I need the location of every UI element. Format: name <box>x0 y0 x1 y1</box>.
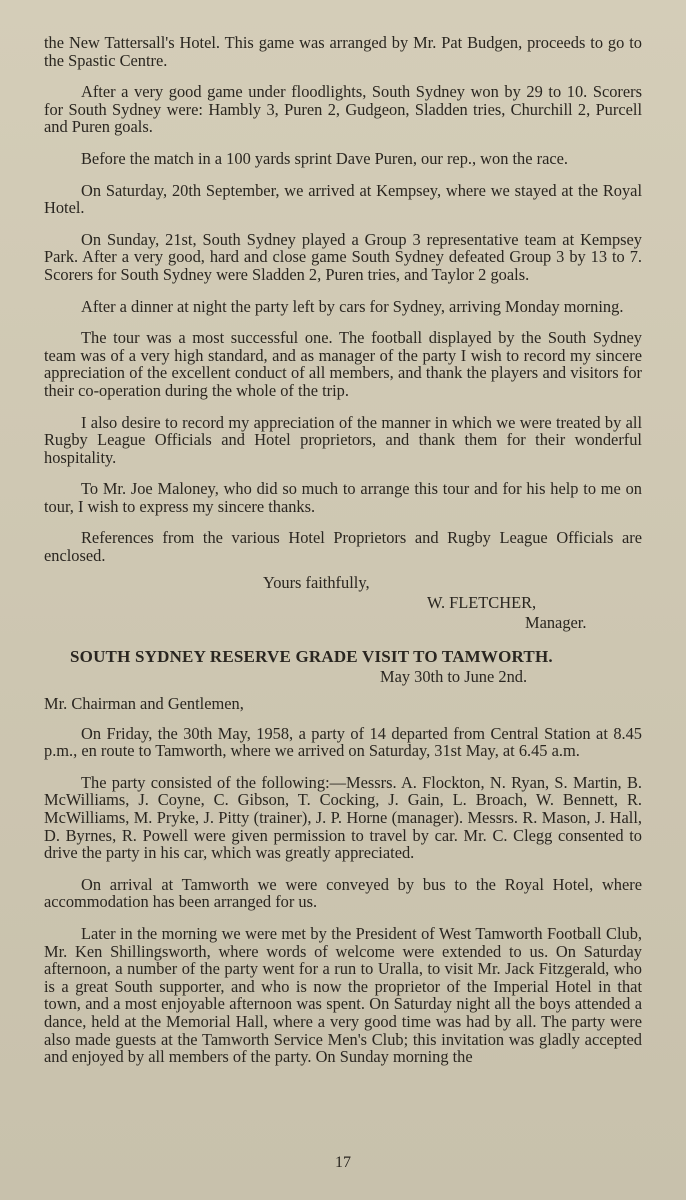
paragraph: I also desire to record my appreciation of the manner in which we were treated by all Rugby League Officials and Hotel proprietors, and thank them for their wonderful hospitality. <box>44 412 642 467</box>
paragraph: The tour was a most successful one. The football displayed by the South Sydney team was of a very high standard, and as manager of the party I wish to record my sincere appreciation of the excellent conduct of all members, and thank the players and visitors for their co-operation during the whole of the trip. <box>44 328 642 400</box>
paragraph: References from the various Hotel Proprietors and Rugby League Officials are enclosed. <box>44 528 642 566</box>
section-dates: May 30th to June 2nd. <box>380 666 528 686</box>
salutation: Mr. Chairman and Gentlemen, <box>44 693 244 713</box>
signatory-name: W. FLETCHER, <box>427 592 537 612</box>
page-number: 17 <box>335 1154 351 1171</box>
letter-signoff <box>44 573 642 633</box>
paragraph: The party consisted of the following:—Messrs. A. Flockton, N. Ryan, S. Martin, B. McWilliams, J. Coyne, C. Gibson, T. Cocking, J. Gain, L. Broach, W. Bennett, R. McWilliams, M. Pryke, J. Pitty (trainer), J. P. Horne (manager). Messrs. R. Mason, J. Hall, D. Byrnes, R. Powell were given permission to travel by car. Mr. C. Clegg consented to drive the party in his car, which was greatly appreciated. <box>44 772 642 863</box>
paragraph: On Friday, the 30th May, 1958, a party of 14 departed from Central Station at 8.45 p.m., en route to Tamworth, where we arrived on Saturday, 31st May, at 6.45 a.m. <box>44 723 642 761</box>
closing-line: Yours faithfully, <box>263 572 370 592</box>
section-heading: SOUTH SYDNEY RESERVE GRADE VISIT TO TAMWORTH. <box>70 646 553 666</box>
page-content <box>44 34 642 1066</box>
paragraph: To Mr. Joe Maloney, who did so much to arrange this tour and for his help to me on tour, I wish to express my sincere thanks. <box>44 479 642 516</box>
paragraph: Later in the morning we were met by the President of West Tamworth Football Club, Mr. Ken Shillingsworth, where words of welcome were extended to us. On Saturday afternoon, a number of the party went for a run to Uralla, to visit Mr. Jack Fitzgerald, who is a great South supporter, and who is now the proprietor of the Imperial Hotel in that town, and a most enjoyable afternoon was spent. On Saturday night all the boys attended a dance, held at the Memorial Hall, where a very good time was had by all. The party were also made guests at the Tamworth Service Men's Club; this invitation was gladly accepted and enjoyed by all members of the party. On Sunday morning the <box>44 924 642 1067</box>
paragraph: On arrival at Tamworth we were conveyed by bus to the Royal Hotel, where accommodation has been arranged for us. <box>44 874 642 912</box>
paragraph: Before the match in a 100 yards sprint Dave Puren, our rep., won the race. <box>81 148 569 168</box>
paragraph: On Sunday, 21st, South Sydney played a Group 3 representative team at Kempsey Park. After a very good, hard and close game South Sydney defeated Group 3 by 13 to 7. Scorers for South Sydney were Sladden 2, Puren tries, and Taylor 2 goals. <box>44 229 642 284</box>
paragraph: On Saturday, 20th September, we arrived at Kempsey, where we stayed at the Royal Hotel. <box>44 180 642 218</box>
paragraph: After a dinner at night the party left by cars for Sydney, arriving Monday morning. <box>81 296 624 316</box>
paragraph: the New Tattersall's Hotel. This game was arranged by Mr. Pat Budgen, proceeds to go to the Spastic Centre. <box>44 33 642 70</box>
paragraph: After a very good game under floodlights, South Sydney won by 29 to 10. Scorers for South Sydney were: Hambly 3, Puren 2, Gudgeon, Sladden tries, Churchill 2, Purcell and Puren goals. <box>44 82 642 137</box>
signatory-role: Manager. <box>525 612 587 632</box>
